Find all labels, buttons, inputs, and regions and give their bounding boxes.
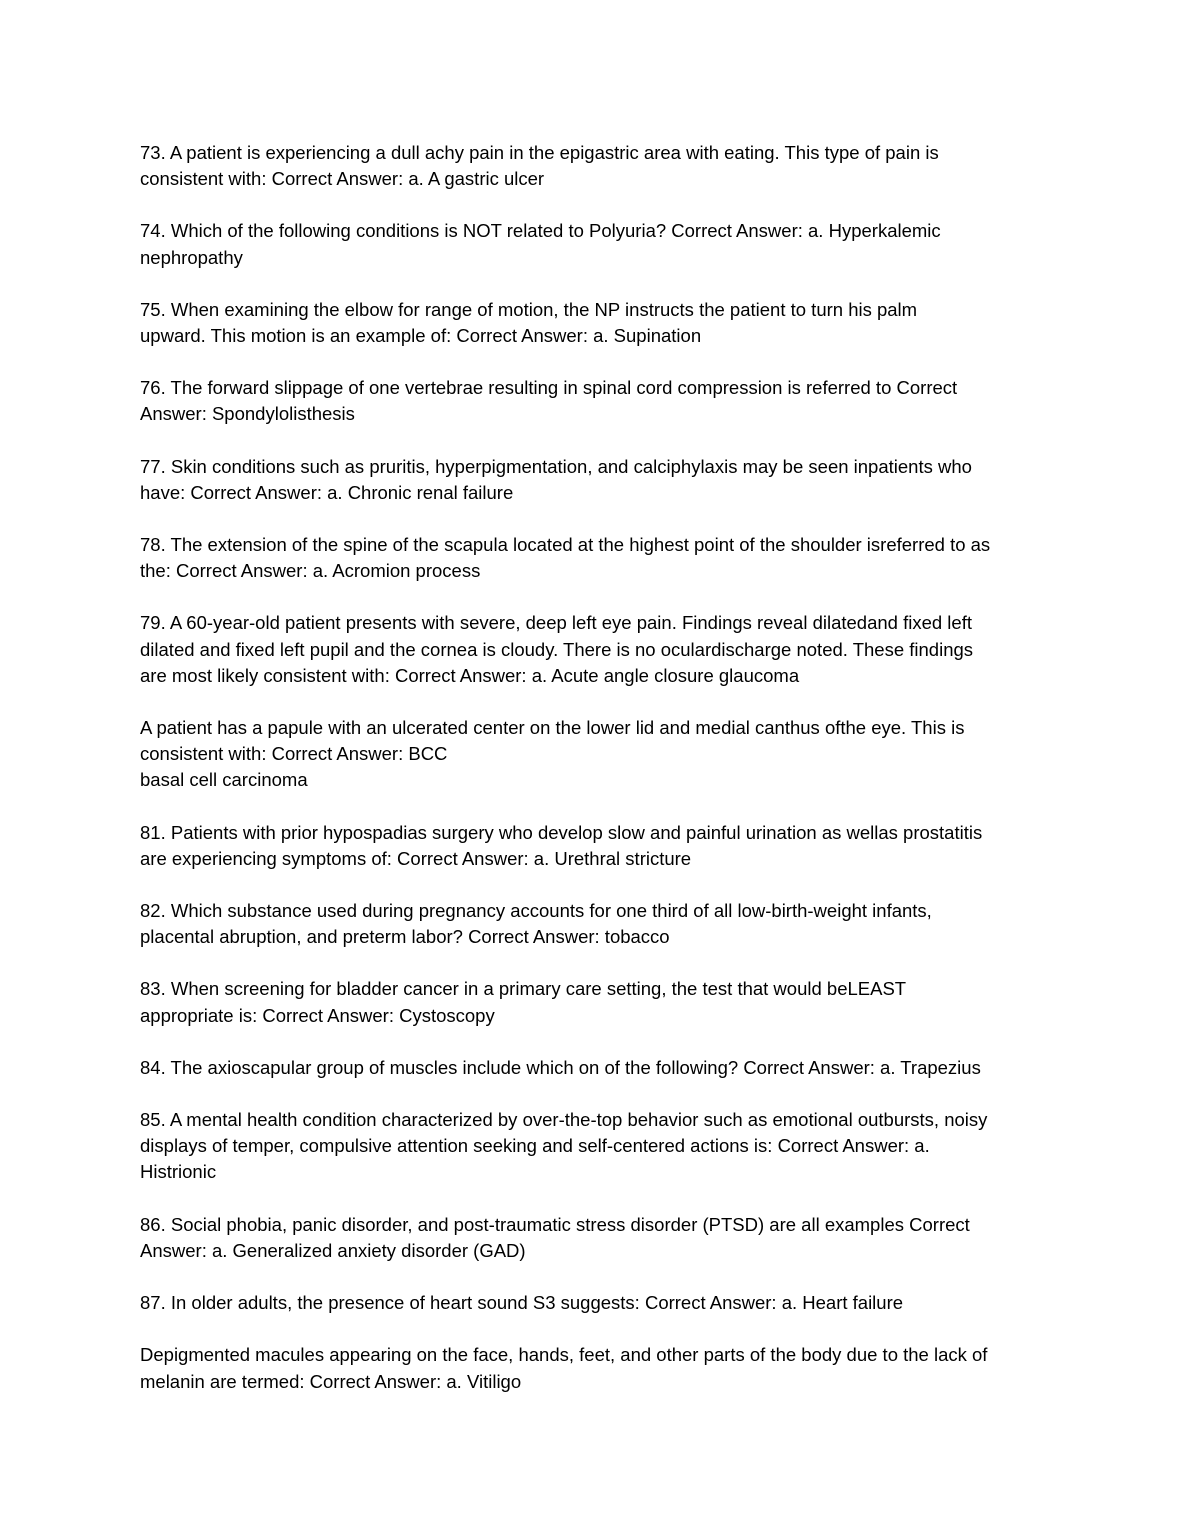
text-line: basal cell carcinoma: [140, 769, 308, 791]
text-line: A patient has a papule with an ulcerated center on the lower lid and medial canthus ofthe eye. This is: [140, 717, 965, 739]
text-line: nephropathy: [140, 246, 243, 268]
text-line: are experiencing symptoms of: Correct Answer: a. Urethral stricture: [140, 847, 692, 869]
text-line: consistent with: Correct Answer: BCC: [140, 743, 448, 765]
question-76: [140, 375, 1060, 427]
question-75: [140, 297, 1060, 349]
question-74: [140, 218, 1060, 270]
question-85: [140, 1107, 1060, 1186]
question-84: [140, 1055, 1060, 1081]
text-line: Histrionic: [140, 1161, 217, 1183]
document-page: [140, 140, 1060, 1421]
question-80: [140, 715, 1060, 794]
text-line: 85. A mental health condition characterized by over-the-top behavior such as emotional outbursts, noisy: [140, 1109, 988, 1131]
text-line: have: Correct Answer: a. Chronic renal failure: [140, 481, 514, 503]
text-line: 87. In older adults, the presence of heart sound S3 suggests: Correct Answer: a. Heart failure: [140, 1292, 904, 1314]
text-line: dilated and fixed left pupil and the cornea is cloudy. There is no oculardischarge noted. These findings: [140, 638, 974, 660]
text-line: 86. Social phobia, panic disorder, and post-traumatic stress disorder (PTSD) are all examples Correct: [140, 1213, 970, 1235]
text-line: Answer: a. Generalized anxiety disorder (GAD): [140, 1239, 526, 1261]
text-line: 82. Which substance used during pregnancy accounts for one third of all low-birth-weight infants,: [140, 900, 932, 922]
text-line: Depigmented macules appearing on the face, hands, feet, and other parts of the body due to the lack of: [140, 1344, 988, 1366]
question-87: [140, 1290, 1060, 1316]
text-line: Answer: Spondylolisthesis: [140, 403, 355, 425]
text-line: 76. The forward slippage of one vertebrae resulting in spinal cord compression is referred to Correct: [140, 377, 958, 399]
text-line: 77. Skin conditions such as pruritis, hyperpigmentation, and calciphylaxis may be seen inpatients who: [140, 455, 972, 477]
question-88: [140, 1342, 1060, 1394]
text-line: 81. Patients with prior hypospadias surgery who develop slow and painful urination as wellas prostatitis: [140, 821, 983, 843]
text-line: 74. Which of the following conditions is NOT related to Polyuria? Correct Answer: a. Hyperkalemic: [140, 220, 941, 242]
question-77: [140, 454, 1060, 506]
text-line: 75. When examining the elbow for range of motion, the NP instructs the patient to turn his palm: [140, 298, 918, 320]
text-line: placental abruption, and preterm labor? Correct Answer: tobacco: [140, 926, 670, 948]
question-83: [140, 976, 1060, 1028]
question-81: [140, 820, 1060, 872]
text-line: 78. The extension of the spine of the scapula located at the highest point of the shoulder isreferred to as: [140, 534, 991, 556]
text-line: appropriate is: Correct Answer: Cystoscopy: [140, 1004, 495, 1026]
question-73: [140, 140, 1060, 192]
text-line: are most likely consistent with: Correct Answer: a. Acute angle closure glaucoma: [140, 664, 800, 686]
text-line: displays of temper, compulsive attention seeking and self-centered actions is: Correct Answer: a.: [140, 1135, 930, 1157]
question-82: [140, 898, 1060, 950]
question-79: [140, 610, 1060, 689]
question-86: [140, 1212, 1060, 1264]
text-line: consistent with: Correct Answer: a. A gastric ulcer: [140, 168, 545, 190]
text-line: upward. This motion is an example of: Correct Answer: a. Supination: [140, 325, 702, 347]
text-line: 84. The axioscapular group of muscles include which on of the following? Correct Answer: a. Trapezius: [140, 1056, 981, 1078]
question-78: [140, 532, 1060, 584]
text-line: 79. A 60-year-old patient presents with severe, deep left eye pain. Findings reveal dilatedand fixed left: [140, 612, 972, 634]
text-line: 73. A patient is experiencing a dull achy pain in the epigastric area with eating. This type of pain is: [140, 142, 939, 163]
text-line: 83. When screening for bladder cancer in a primary care setting, the test that would beLEAST: [140, 978, 907, 1000]
text-line: the: Correct Answer: a. Acromion process: [140, 560, 481, 582]
text-line: melanin are termed: Correct Answer: a. Vitiligo: [140, 1370, 522, 1392]
